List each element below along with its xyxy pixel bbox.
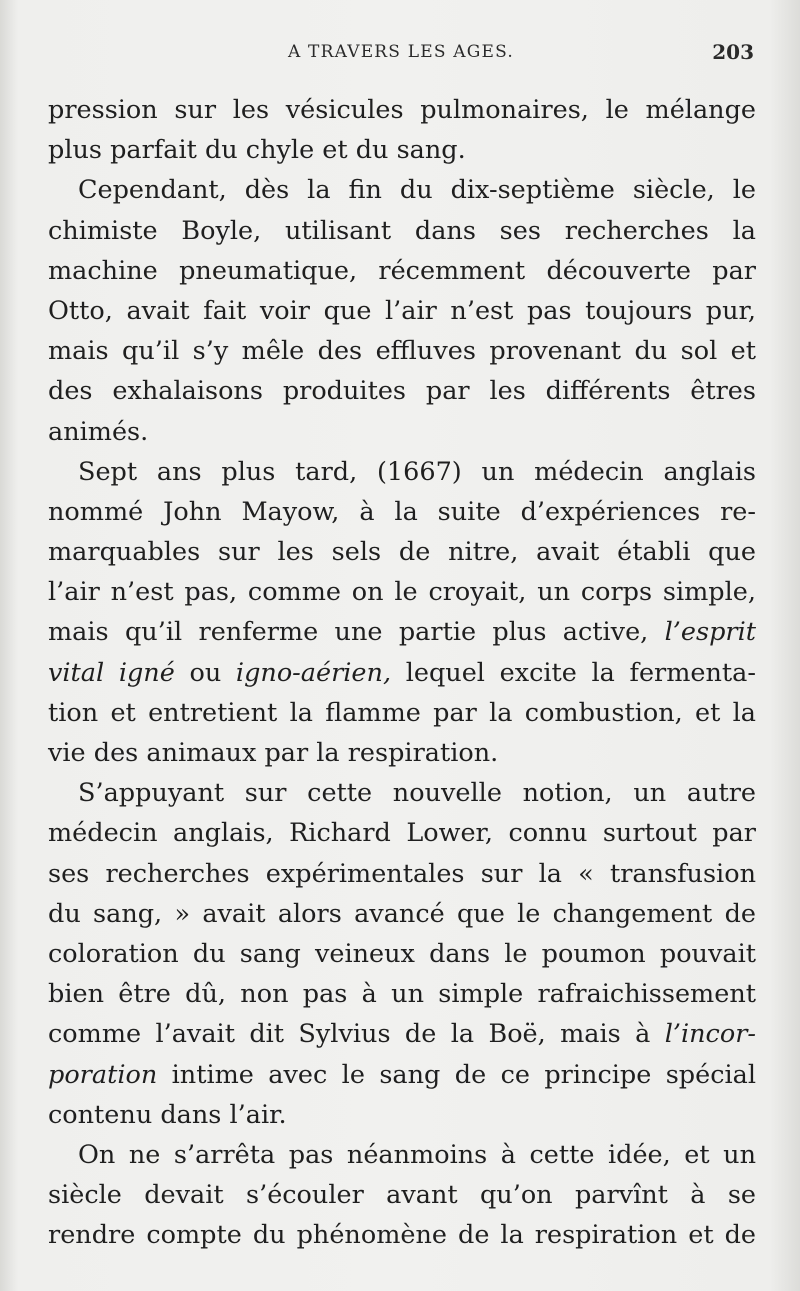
paragraph	[48, 452, 756, 774]
text-line	[48, 612, 756, 652]
text-segment: chimiste Boyle, utilisant dans ses recherches la	[48, 215, 756, 246]
text-line	[48, 452, 756, 492]
text-segment: tion et entretient la flamme par la combustion, et la	[48, 697, 756, 728]
text-segment: lequel excite la fermenta-	[391, 657, 756, 688]
text-segment: Cependant, dès la fin du dix-septième siècle, le	[78, 175, 756, 206]
page-header	[48, 40, 754, 70]
text-line	[48, 813, 756, 853]
text-segment: On ne s’arrêta pas néanmoins à cette idée, et un	[78, 1139, 756, 1170]
text-line	[48, 974, 756, 1014]
text-segment: ou	[174, 657, 236, 688]
text-segment: l’air n’est pas, comme on le croyait, un corps simple,	[48, 577, 756, 608]
text-segment: animés.	[48, 416, 149, 447]
text-line	[48, 733, 756, 773]
text-segment: du sang, » avait alors avancé que le changement de	[48, 898, 756, 929]
text-segment: Otto, avait fait voir que l’air n’est pas toujours pur,	[48, 295, 756, 326]
paragraph	[48, 773, 756, 1135]
text-line	[48, 1175, 756, 1215]
text-line	[48, 90, 756, 130]
text-segment: marquables sur les sels de nitre, avait établi que	[48, 537, 756, 568]
paragraph	[48, 1135, 756, 1256]
text-line	[48, 211, 756, 251]
text-segment: machine pneumatique, récemment découverte par	[48, 255, 756, 286]
text-segment: médecin anglais, Richard Lower, connu surtout par	[48, 818, 756, 849]
text-segment: S’appuyant sur cette nouvelle notion, un autre	[78, 778, 756, 809]
text-line	[48, 572, 756, 612]
text-line	[48, 1215, 756, 1255]
text-line	[48, 854, 756, 894]
running-title: A TRAVERS LES AGES.	[287, 42, 515, 62]
italic-text: vital igné	[48, 657, 175, 688]
text-segment: rendre compte du phénomène de la respiration et de	[48, 1220, 756, 1251]
text-segment: intime avec le sang de ce principe spécial	[157, 1059, 756, 1090]
text-segment: ses recherches expérimentales sur la « transfusion	[48, 858, 756, 889]
text-segment: coloration du sang veineux dans le poumon pouvait	[48, 938, 756, 969]
paragraph	[48, 170, 756, 451]
body-text	[48, 90, 756, 1255]
text-line	[48, 1095, 756, 1135]
text-segment: plus parfait du chyle et du sang.	[48, 135, 466, 166]
text-line	[48, 532, 756, 572]
text-segment: mais qu’il renferme une partie plus active,	[48, 617, 665, 648]
text-line	[48, 653, 756, 693]
italic-text: l’incor-	[664, 1019, 756, 1050]
text-segment: pression sur les vésicules pulmonaires, le mélange	[48, 95, 756, 125]
text-segment: mais qu’il s’y mêle des effluves provenant du sol et	[48, 336, 756, 367]
italic-text: poration	[48, 1059, 158, 1090]
text-line	[48, 693, 756, 733]
italic-text: l’esprit	[664, 617, 756, 648]
text-segment: contenu dans l’air.	[48, 1099, 287, 1130]
text-segment: comme l’avait dit Sylvius de la Boë, mais à	[48, 1019, 665, 1050]
text-segment: Sept ans plus tard, (1667) un médecin anglais	[78, 456, 756, 487]
text-segment: bien être dû, non pas à un simple rafraichissement	[48, 979, 756, 1010]
text-line	[48, 894, 756, 934]
text-line	[48, 130, 756, 170]
page-number: 203	[712, 40, 754, 64]
text-line	[48, 331, 756, 371]
text-line	[48, 1135, 756, 1175]
paragraph	[48, 90, 756, 170]
text-line	[48, 1055, 756, 1095]
text-segment: des exhalaisons produites par les différents êtres	[48, 376, 756, 407]
text-segment: vie des animaux par la respiration.	[48, 738, 499, 768]
text-line	[48, 492, 756, 532]
text-line	[48, 371, 756, 411]
text-line	[48, 170, 756, 210]
text-line	[48, 1014, 756, 1054]
text-line	[48, 251, 756, 291]
text-line	[48, 412, 756, 452]
text-segment: nommé John Mayow, à la suite d’expériences re-	[48, 496, 756, 527]
italic-text: igno-aérien,	[235, 657, 392, 688]
text-line	[48, 291, 756, 331]
text-segment: siècle devait s’écouler avant qu’on parvînt à se	[48, 1180, 756, 1211]
text-line	[48, 934, 756, 974]
text-line	[48, 773, 756, 813]
